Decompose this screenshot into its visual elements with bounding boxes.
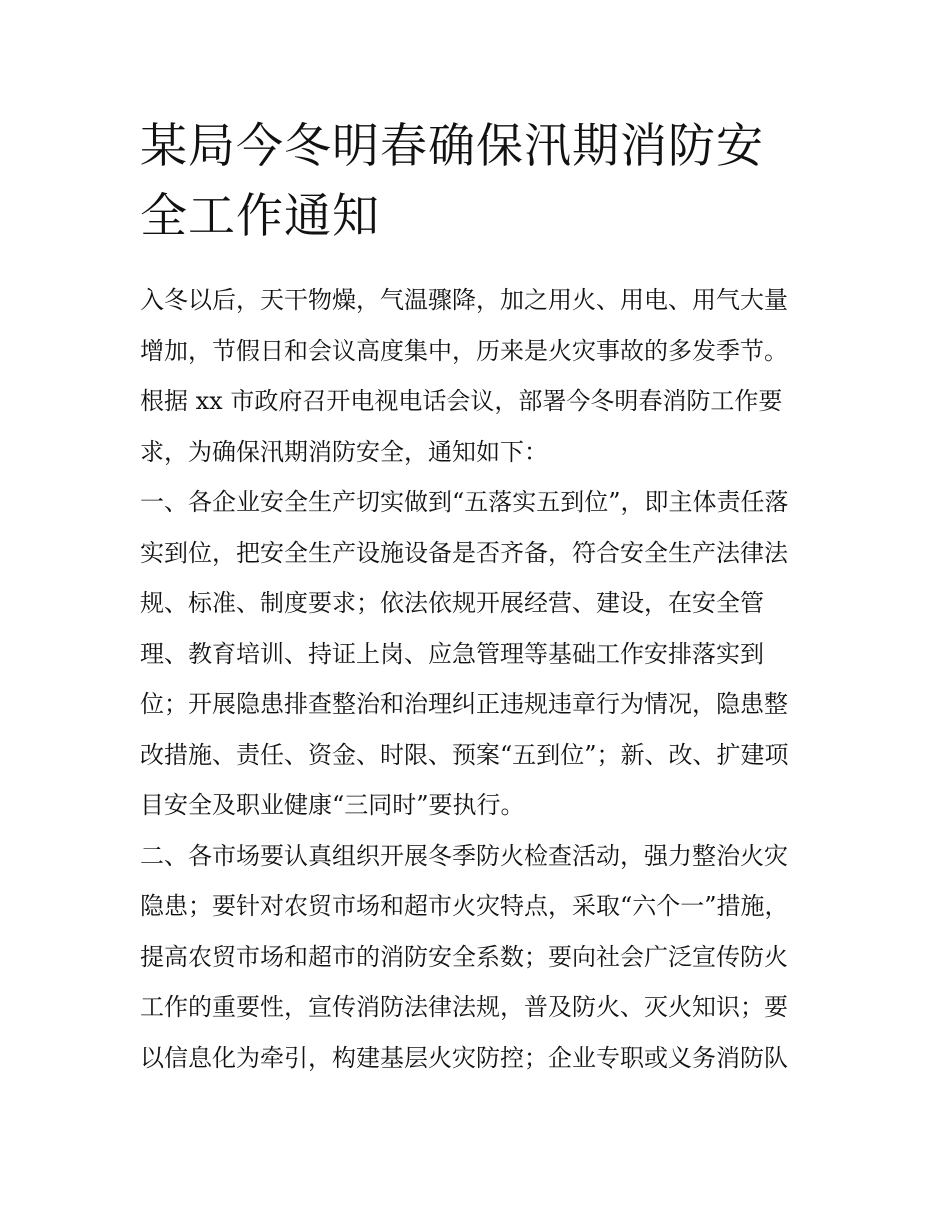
body-line: 理、教育培训、持证上岗、应急管理等基础工作安排落实到 xyxy=(140,639,764,668)
title-line: 某局今冬明春确保汛期消防安 xyxy=(140,119,764,174)
body-line: 增加，节假日和会议高度集中，历来是火灾事故的多发季节。 xyxy=(140,336,788,365)
document-body xyxy=(140,275,820,1083)
document-title xyxy=(140,112,820,252)
body-line: 规、标准、制度要求；依法依规开展经营、建设，在安全管 xyxy=(140,589,764,617)
body-line: 隐患；要针对农贸市场和超市火灾特点，采取“六个一”措施， xyxy=(140,892,789,920)
body-line: 位；开展隐患排查整治和治理纠正违规违章行为情况，隐患整 xyxy=(140,690,788,718)
body-line: 二、各市场要认真组织开展冬季防火检查活动，强力整治火灾 xyxy=(140,841,788,870)
body-line: 入冬以后，天干物燥，气温骤降，加之用火、用电、用气大量 xyxy=(140,286,788,314)
body-line: 工作的重要性，宣传消防法律法规，普及防火、灭火知识；要 xyxy=(140,993,788,1021)
body-line: 提高农贸市场和超市的消防安全系数；要向社会广泛宣传防火 xyxy=(140,942,788,971)
body-line: 一、各企业安全生产切实做到“五落实五到位”，即主体责任落 xyxy=(140,488,789,516)
body-line: 以信息化为牵引，构建基层火灾防控；企业专职或义务消防队 xyxy=(140,1043,788,1072)
body-line: 根据 xx 市政府召开电视电话会议，部署今冬明春消防工作要 xyxy=(140,387,783,415)
body-line: 改措施、责任、资金、时限、预案“五到位”；新、改、扩建项 xyxy=(140,740,789,769)
body-line: 目安全及职业健康“三同时”要执行。 xyxy=(140,791,525,819)
body-line: 求，为确保汛期消防安全，通知如下： xyxy=(140,437,548,466)
body-line: 实到位，把安全生产设施设备是否齐备，符合安全生产法律法 xyxy=(140,538,788,567)
title-line: 全工作通知 xyxy=(140,189,380,244)
